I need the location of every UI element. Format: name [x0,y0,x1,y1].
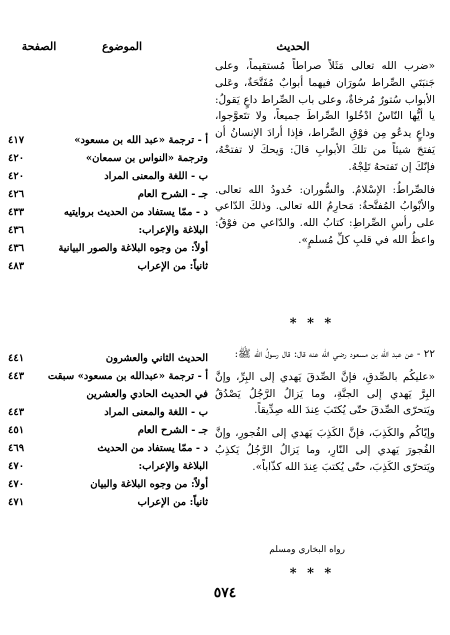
index-page: ٤٣٦ [8,243,25,254]
index-row [8,476,208,494]
index-row [8,204,208,222]
index-page: ٤٧٠ [8,461,25,472]
index-page: ٤٥١ [8,425,25,436]
index-page: ٤٢٠ [8,171,25,182]
index-row [8,258,208,276]
index-page: ٤٢٦ [8,189,25,200]
index-list-2 [8,350,208,512]
index-label: أولاً: من وجوه البلاغة والبيان [90,479,208,490]
index-label: د - ممّا يستفاد من الحديث [97,443,208,454]
index-label: أولاً: من وجوه البلاغة والصور البيانية [58,243,208,254]
index-label: وترجمة «النواس بن سمعان» [85,153,208,164]
hadith-paragraph: وإيّاكُم والكَذِبَ، فإنَّ الكَذِبَ يَهدي إلى الفُجورِ، وإنَّ الفُجورَ يَهدي إلى النّارِ، وما يَزالُ الرَّجُلُ يَكذِبُ ويَتحرّى الكَذِبَ، حتّى يُكتبَ عِندَ الله كذّاباً». [215,427,435,473]
index-page: ٤٢٠ [8,153,25,164]
index-label: د - ممّا يستفاد من الحديث بروايتيه [63,207,208,218]
index-row [8,422,208,440]
index-row [8,458,208,476]
index-page: ٤٧٠ [8,479,25,490]
index-label: أ - ترجمة «عبد الله بن مسعود» [74,135,208,146]
index-label: ب - اللغة والمعنى المراد [104,407,208,418]
index-label: ثانياً: من الإعراب [137,261,208,272]
topic-column-header: الموضوع [101,40,143,53]
index-page: ٤٤٣ [8,407,25,418]
index-label: البلاغة والإعراب: [138,225,208,236]
index-row [8,240,208,258]
index-label: جـ - الشرح العام [137,425,208,436]
index-row [8,168,208,186]
index-list-1 [8,132,208,276]
index-page: ٤٤٣ [8,371,25,382]
section-separator-stars: * * * [289,316,335,331]
index-row [8,494,208,512]
index-label: ب - اللغة والمعنى المراد [104,171,208,182]
index-page: ٤٣٣ [8,207,25,218]
index-row [8,350,208,368]
index-row [8,222,208,240]
index-label: جـ - الشرح العام [137,189,208,200]
hadith-source-reference: رواه البخاري ومسلم [269,545,345,555]
index-row [8,150,208,168]
hadith-explanation: فالصِّراطُ: الإسْلامُ. والسُّوران: حُدودُ الله تعالى. والأبْوابُ المُفتَّحةُ: مَحارِمُ الله تعالى. وذلكَ الدّاعي على رأسِ الصِّراطِ: كتابُ الله. والدّاعي من فوْقُ: واعظُ الله في قلبِ كلِّ مُسلمٍ». [215,183,435,246]
index-row [8,368,208,404]
hadith-column-header: الحديث [276,40,310,53]
index-label: البلاغة والإعراب: [138,461,208,472]
page-number: ٥٧٤ [213,585,237,601]
hadith-intro: ٢٢ - عن عبد الله بن مسعود رضي الله عنه قال: قال رسولُ الله ﷺ: [234,348,435,360]
index-row [8,132,208,150]
index-page: ٤٨٣ [8,261,25,272]
hadith-paragraph: «عليكُم بالصِّدقِ، فإنَّ الصِّدقَ يَهدي إلى البِرِّ، وإنَّ البِرَّ يَهدي إلى الجنَّةِ، وما يَزالُ الرَّجُلُ يَصْدُقُ ويَتحرّى الصِّدقَ حتّى يُكتَبَ عِندَ الله صِدِّيقاً. [215,370,435,417]
index-label: الحديث الثاني والعشرون [105,353,208,364]
index-page: ٤٤١ [8,353,25,364]
index-page: ٤١٧ [8,135,25,146]
index-label: ثانياً: من الإعراب [137,497,208,508]
hadith-text-block-2 [215,346,435,482]
index-row [8,186,208,204]
index-page: ٤٣٦ [8,225,25,236]
index-page: ٤٦٩ [8,443,25,454]
hadith-paragraph: «ضرب الله تعالى مَثَلاً صراطاً مُستقيماً، وعلى جَنبَتَي الصِّراط سُورَان فيهما أبوابٌ مُفَتَّحَةٌ، وعَلى الأبواب سُتورٌ مُرخاةٌ، وعلى باب الصِّراط داعٍ يَقولُ: يا أيُّها النّاسُ ادْخُلوا الصِّراطَ جميعاً، ولا تتَعوَّجوا، وداعٍ يدعُو مِن فوْقِ الصِّراط، فإذا أرادَ الإنسانُ أن يَفتحَ شيئاً من تلكَ الأبوابِ قالَ: وَيحكَ لا تفتحْهُ، فإنّكَ إن تَفتحهُ تَلِجْهُ. [215,60,435,173]
index-row [8,404,208,422]
page-column-header: الصفحة [21,40,57,53]
hadith-text-block-1 [215,58,435,255]
section-separator-stars: * * * [289,566,335,581]
index-label: أ - ترجمة «عبدالله بن مسعود» سبقت في الحديث الحادي والعشرين [47,371,208,400]
index-page: ٤٧١ [8,497,25,508]
index-row [8,440,208,458]
